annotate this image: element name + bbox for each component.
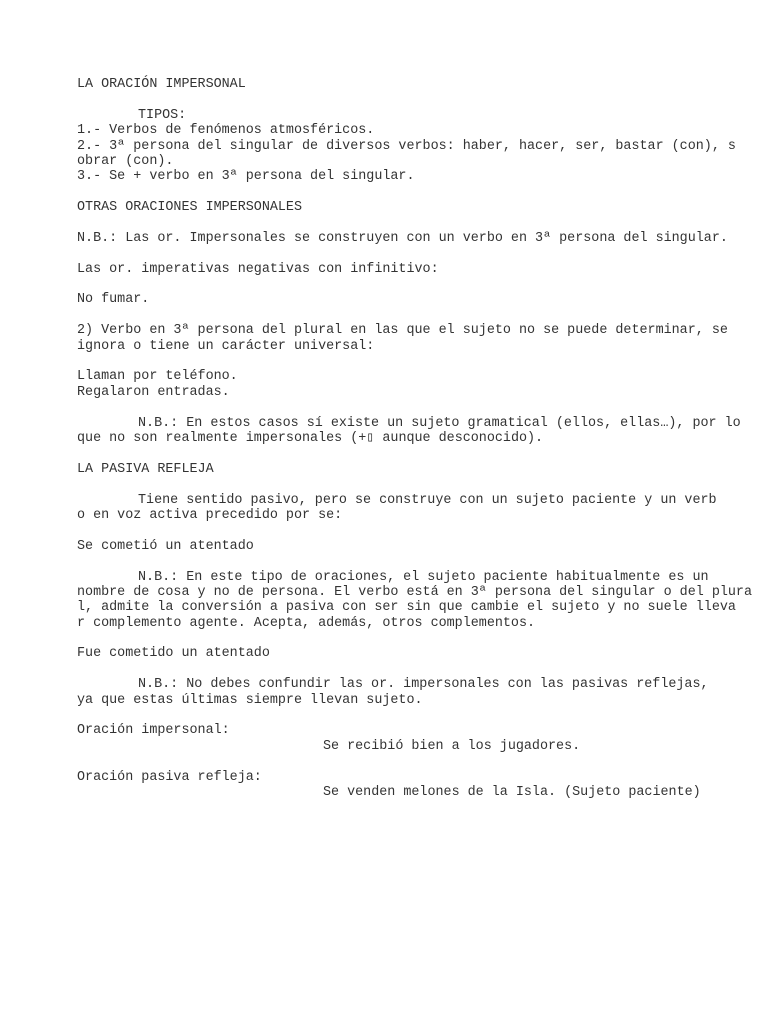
blank-line [77,246,737,261]
blank-line [77,523,737,538]
blank-line [77,216,737,231]
plural-nb-1: N.B.: En estos casos sí existe un sujeto gramatical (ellos, ellas…), por lo [138,415,741,431]
blank-line [77,277,737,292]
pasiva-conversion-example: Fue cometido un atentado [77,646,270,662]
blank-line [77,308,737,323]
blank-line [77,631,737,646]
plural-text-1: 2) Verbo en 3ª persona del plural en las que el sujeto no se puede determinar, se [77,323,728,339]
pasiva-text-2: o en voz activa precedido por se: [77,507,343,523]
otras-nb: N.B.: Las or. Impersonales se construyen con un verbo en 3ª persona del singular. [77,230,728,246]
pasiva-text-1: Tiene sentido pasivo, pero se construye con un sujeto paciente y un verb [138,492,717,508]
document-title: LA ORACIÓN IMPERSONAL [77,77,246,92]
plural-nb-2: que no son realmente impersonales (+▯ aunque desconocido). [77,430,544,446]
blank-line [77,477,737,492]
document-page [77,77,752,800]
blank-line [77,400,737,415]
tipos-item-2: 2.- 3ª persona del singular de diversos verbos: haber, hacer, ser, bastar (con), s [77,138,736,154]
pasiva-example: Se cometió un atentado [77,538,254,554]
tipos-item-3: 3.- Se + verbo en 3ª persona del singular. [77,169,415,185]
pasiva-nb-4: r complemento agente. Acepta, además, otros complementos. [77,615,536,631]
impersonal-example: Se recibió bien a los jugadores. [323,738,581,754]
pasiva-nb2-2: ya que estas últimas siempre llevan sujeto. [77,692,423,708]
pasiva-heading: LA PASIVA REFLEJA [77,461,214,477]
otras-heading: OTRAS ORACIONES IMPERSONALES [77,200,302,216]
pasiva-nb-1: N.B.: En este tipo de oraciones, el sujeto paciente habitualmente es un [138,569,709,585]
tipos-item-1: 1.- Verbos de fenómenos atmosféricos. [77,123,375,139]
pasiva-nb2-1: N.B.: No debes confundir las or. impersonales con las pasivas reflejas, [138,677,709,693]
impersonal-label: Oración impersonal: [77,723,230,739]
plural-text-2: ignora o tiene un carácter universal: [77,338,375,354]
refleja-example: Se venden melones de la Isla. (Sujeto paciente) [323,784,701,800]
blank-line [77,554,737,569]
plural-example-1: Llaman por teléfono. [77,369,238,385]
plural-example-2: Regalaron entradas. [77,384,230,400]
tipos-item-2-cont: obrar (con). [77,153,174,169]
blank-line [77,92,737,107]
pasiva-nb-2: nombre de cosa y no de persona. El verbo está en 3ª persona del singular o del plura [77,584,752,600]
imperativas-example: No fumar. [77,292,150,308]
blank-line [77,662,737,677]
blank-line [77,185,737,200]
tipos-heading: TIPOS: [138,107,187,123]
refleja-label: Oración pasiva refleja: [77,769,262,785]
blank-line [77,708,737,723]
blank-line [77,754,737,769]
blank-line [77,446,737,461]
imperativas-text: Las or. imperativas negativas con infinitivo: [77,261,439,277]
pasiva-nb-3: l, admite la conversión a pasiva con ser sin que cambie el sujeto y no suele lleva [77,600,736,616]
blank-line [77,354,737,369]
